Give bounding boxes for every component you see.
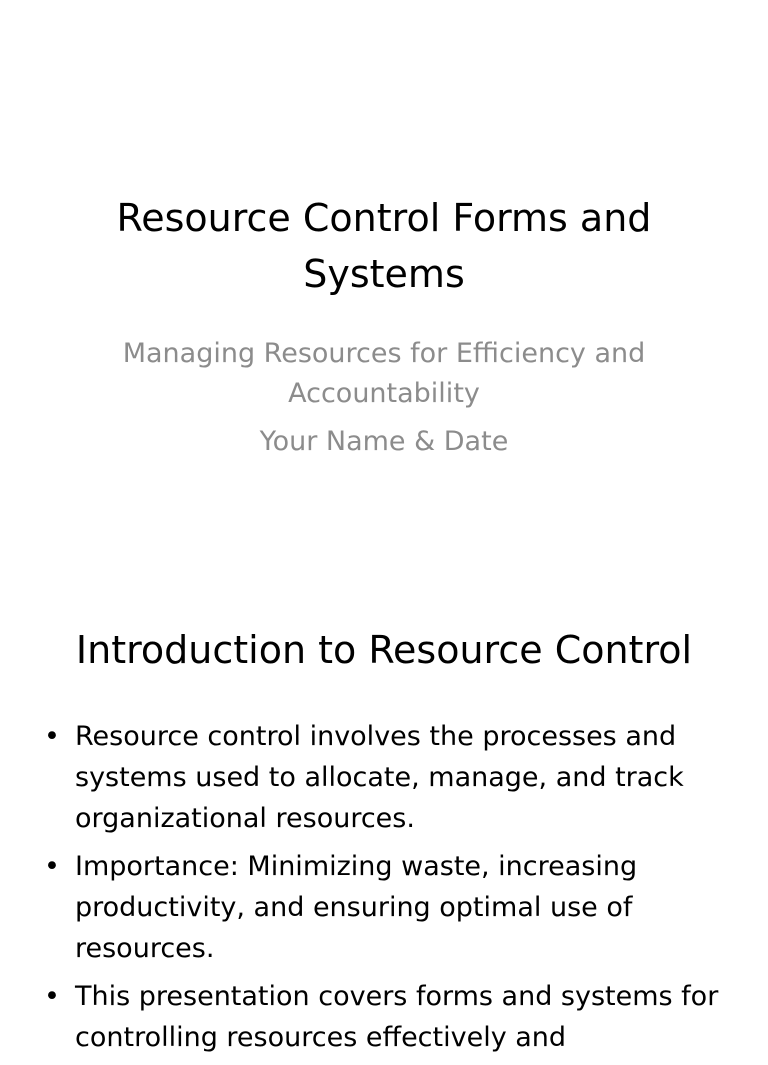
bullet-list [0, 716, 768, 1065]
bullet-icon: • [44, 981, 60, 1012]
slide-title: Resource Control Forms and Systems [116, 196, 652, 296]
subtitle-line: Managing Resources for Efficiency and Accountability [122, 338, 646, 409]
bullet-icon: • [44, 851, 60, 882]
bullet-text: This presentation covers forms and systems for controlling resources effectively and [75, 981, 719, 1053]
bullet-icon: • [44, 721, 60, 752]
bullet-item [0, 846, 768, 969]
subtitle-author-date: Your Name & Date [259, 426, 509, 457]
bullet-text: Resource control involves the processes and systems used to allocate, manage, and track organizational resources. [75, 721, 684, 834]
bullet-item [0, 976, 768, 1058]
bullet-text: Importance: Minimizing waste, increasing productivity, and ensuring optimal use of resources. [75, 851, 638, 964]
section-title: Introduction to Resource Control [75, 628, 693, 672]
bullet-item [0, 716, 768, 839]
slide-subtitle [60, 334, 708, 462]
